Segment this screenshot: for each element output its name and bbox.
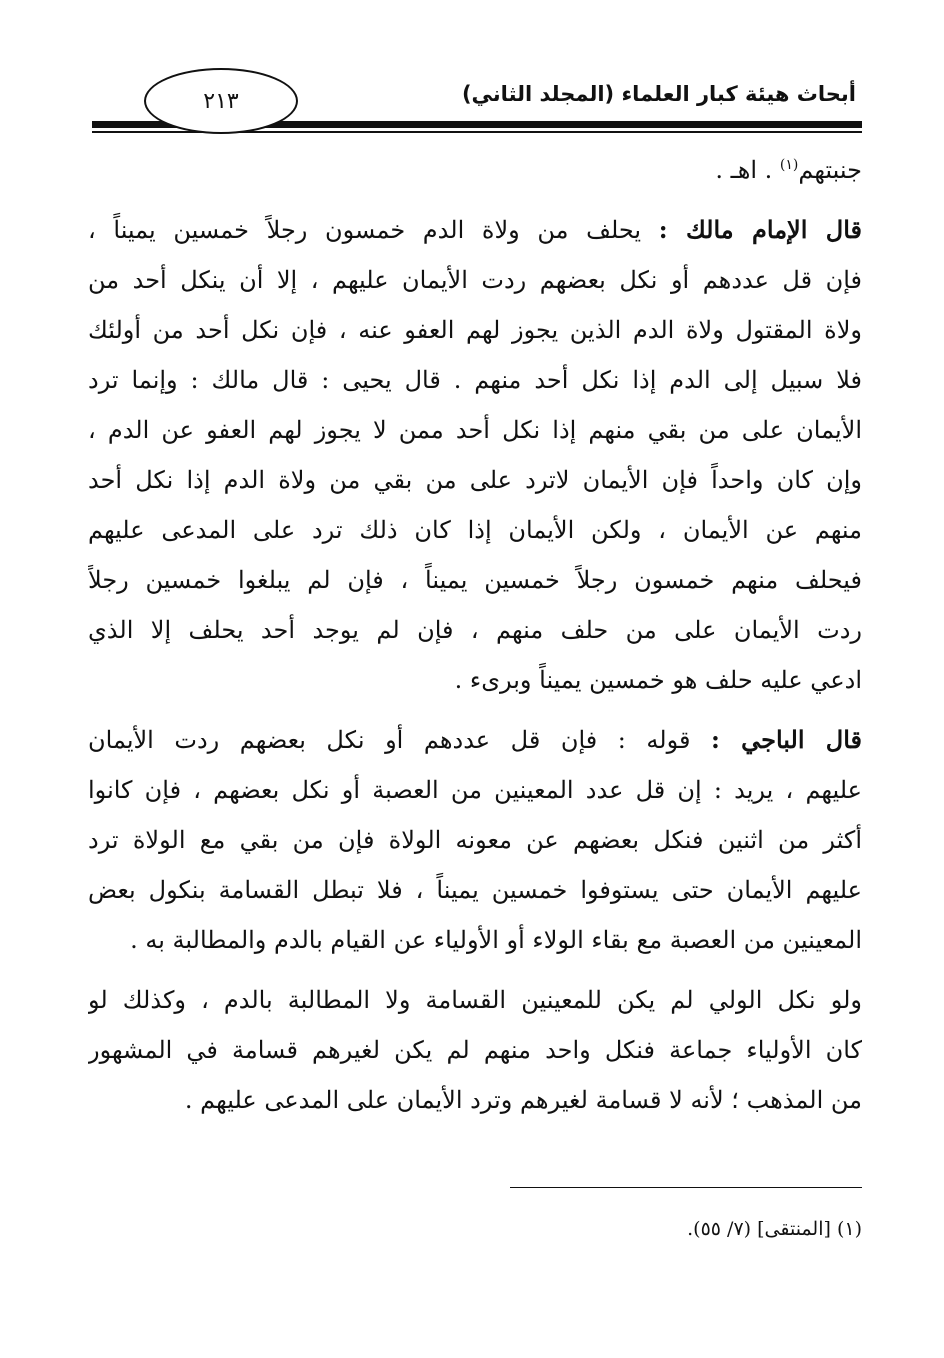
text-line: منهم عن الأيمان ، ولكن الأيمان إذا كان ذلك ترد على المدعى عليهم (88, 516, 862, 544)
text-line: ادعي عليه حلف هو خمسين يميناً وبرىء . (454, 666, 862, 694)
page-number: ٢١٣ (203, 88, 239, 114)
text-line: أكثر من اثنين فنكل بعضهم عن معونه الولاة فإن من بقي مع الولاة ترد (88, 826, 862, 854)
text-line: كان الأولياء جماعة فنكل واحد منهم لم يكن لغيرهم قسامة في المشهور (88, 1036, 862, 1064)
text-line (88, 205, 862, 255)
paragraph-lead: قال الباجي : (711, 725, 862, 754)
text-line: ولو نكل الولي لم يكن للمعينين القسامة ولا المطالبة بالدم ، وكذلك لو (88, 986, 862, 1014)
page-header (92, 60, 862, 140)
footnote-marker: (١) (779, 157, 799, 173)
text-line: المعينين من العصبة مع بقاء الولاء أو الأولياء عن القيام بالدم والمطالبة به . (130, 926, 862, 954)
text-line: من المذهب ؛ لأنه لا قسامة لغيرهم وترد الأيمان على المدعى عليهم . (184, 1086, 862, 1114)
running-header-title: أبحاث هيئة كبار العلماء (المجلد الثاني) (461, 82, 856, 106)
text-line: وإن كان واحداً فإن الأيمان لاترد على من بقي من ولاة الدم إذا نكل أحد (88, 466, 862, 494)
text-fragment: جنبتهم (798, 156, 862, 184)
body-text (88, 140, 862, 1135)
text-line: ولاة المقتول ولاة الدم الذين يجوز لهم العفو عنه ، فإن نكل أحد من أولئك (88, 316, 862, 344)
text-fragment: . اهـ . (715, 156, 780, 184)
text-line: فلا سبيل إلى الدم إذا نكل أحد منهم . قال يحيى : قال مالك : وإنما ترد (88, 366, 862, 394)
text-line: فيحلف منهم خمسون رجلاً خمسين يميناً ، فإن لم يبلغوا خمسين رجلاً (88, 566, 862, 594)
paragraph-4 (88, 975, 862, 1125)
text-line (88, 715, 862, 765)
page-number-oval (144, 68, 298, 134)
paragraph-3 (88, 715, 862, 965)
paragraph-1 (88, 140, 862, 195)
paragraph-2 (88, 205, 862, 705)
footnote: (١) [المنتقى] (٧/ ٥٥). (687, 1218, 862, 1240)
text-fragment: قوله : فإن قل عددهم أو نكل بعضهم ردت الأيمان (88, 726, 691, 754)
text-line: عليهم الأيمان حتى يستوفوا خمسين يميناً ، فلا تبطل القسامة بنكول بعض (88, 876, 862, 904)
text-line: فإن قل عددهم أو نكل بعضهم ردت الأيمان عليهم ، إلا أن ينكل أحد من (88, 266, 862, 294)
text-line: الأيمان على من بقي منهم إذا نكل أحد ممن لا يجوز لهم العفو عن الدم ، (88, 416, 862, 444)
text-fragment: يحلف من ولاة الدم خمسون رجلاً خمسين يميناً ، (88, 216, 642, 244)
text-line (88, 140, 862, 195)
paragraph-lead: قال الإمام مالك : (658, 215, 862, 244)
text-line: عليهم ، يريد : إن قل عدد المعينين من العصبة أو نكل بعضهم ، فإن كانوا (88, 776, 862, 804)
footnote-separator (510, 1187, 862, 1188)
text-line: ردت الأيمان على من حلف منهم ، فإن لم يوجد أحد يحلف إلا الذي (88, 616, 862, 644)
